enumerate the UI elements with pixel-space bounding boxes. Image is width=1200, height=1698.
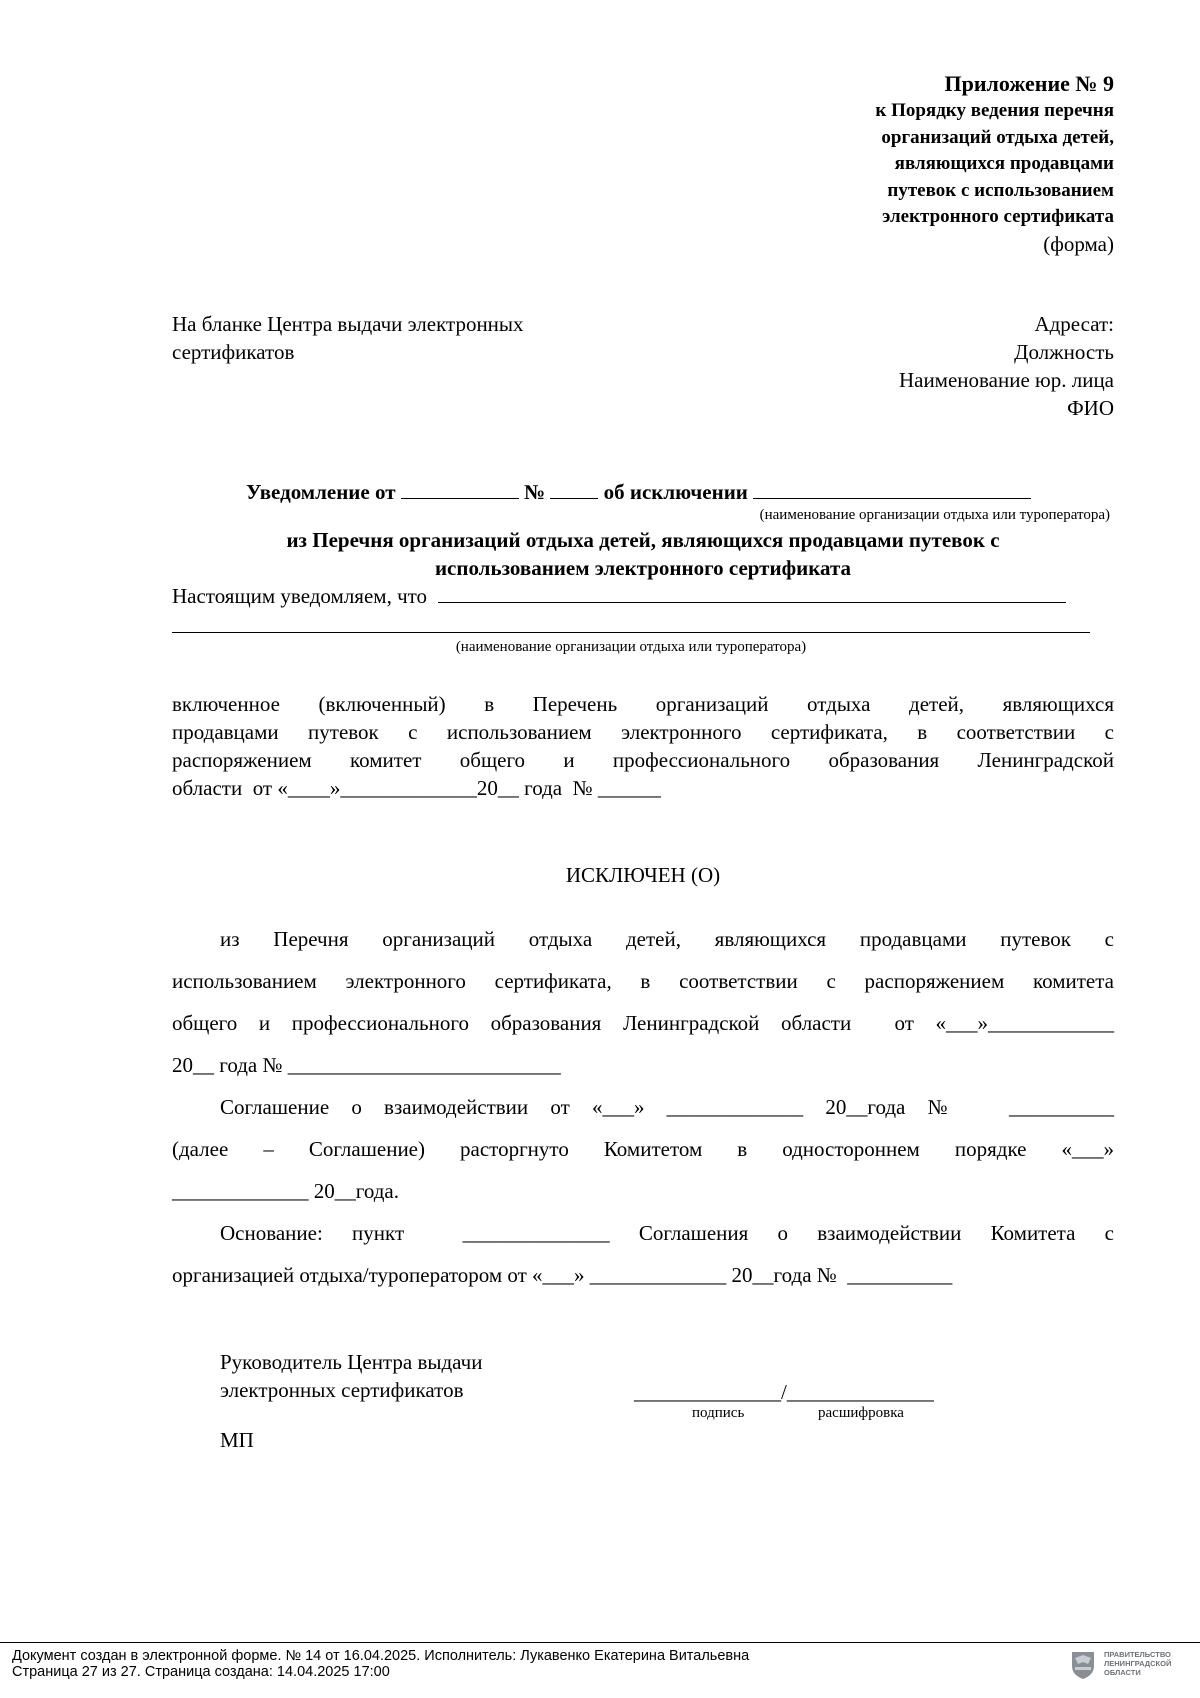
organization-name-blank-2 [172, 632, 1090, 633]
paragraph-line: из Перечня организаций отдыха детей, являющихся продавцами путевок с [220, 927, 1114, 951]
appendix-line: путевок с использованием [887, 179, 1114, 201]
government-logo [1070, 1650, 1190, 1684]
signatory-role-line: Руководитель Центра выдачи [220, 1350, 483, 1374]
logo-text-line: ОБЛАСТИ [1104, 1668, 1141, 1677]
notice-caption: (наименование организации отдыха или туроператора) [759, 507, 1110, 523]
appendix-title: Приложение № 9 [944, 71, 1114, 96]
excluded-heading: ИСКЛЮЧЕН (О) [565, 863, 721, 887]
addressee-organization: Наименование юр. лица [898, 368, 1114, 392]
paragraph-line: области от «____»_____________20__ года № ______ [172, 776, 661, 800]
addressee-position: Должность [1014, 340, 1114, 364]
intro-caption: (наименование организации отдыха или туроператора) [455, 639, 807, 655]
appendix-block [754, 70, 1114, 257]
organization-name-blank [438, 582, 1066, 603]
paragraph-line: 20__ года № __________________________ [172, 1053, 561, 1077]
footer-divider [0, 1642, 1200, 1643]
agreement-paragraph [172, 1086, 1114, 1212]
paragraph-line: включенное (включенный) в Перечень организаций отдыха детей, являющихся [172, 692, 1114, 716]
notice-subtitle-line: из Перечня организаций отдыха детей, являющихся продавцами путевок с [286, 528, 1000, 552]
stamp-place: МП [220, 1428, 254, 1452]
paragraph-line: использованием электронного сертификата, в соответствии с распоряжением комитета [172, 969, 1114, 993]
letterhead-line: На бланке Центра выдачи электронных [172, 312, 524, 336]
paragraph-line: Соглашение о взаимодействии от «___» _____________ 20__года № __________ [220, 1095, 1114, 1119]
notice-subtitle-line: использованием электронного сертификата [434, 556, 852, 580]
signature-label: подпись [692, 1405, 745, 1421]
signatory-role-line: электронных сертификатов [220, 1378, 464, 1402]
included-paragraph [172, 690, 1114, 802]
basis-paragraph [172, 1212, 1114, 1296]
form-note: (форма) [1043, 231, 1114, 256]
footer-info [12, 1648, 749, 1680]
notice-subtitle [172, 526, 1114, 582]
footer-line: Страница 27 из 27. Страница создана: 14.04.2025 17:00 [12, 1664, 390, 1680]
paragraph-line: общего и профессионального образования Ленинградской области от «___»____________ [172, 1011, 1114, 1035]
notice-title [246, 478, 1106, 506]
paragraph-line: организацией отдыха/туроператором от «___» _____________ 20__года № __________ [172, 1263, 953, 1287]
appendix-line: организаций отдыха детей, [881, 126, 1114, 148]
excluded-paragraph [172, 918, 1114, 1086]
appendix-line: электронного сертификата [882, 206, 1114, 227]
logo-text-line: ПРАВИТЕЛЬСТВО [1104, 1650, 1171, 1659]
addressee-name: ФИО [1067, 396, 1114, 420]
paragraph-line: _____________ 20__года. [172, 1179, 399, 1203]
decode-label: расшифровка [818, 1405, 904, 1421]
letterhead-line: сертификатов [172, 340, 295, 364]
signature-lines: ______________/______________ [634, 1380, 934, 1404]
date-blank [401, 478, 519, 499]
notice-title-part: об исключении [603, 480, 748, 504]
organization-blank [753, 478, 1031, 499]
addressee-label: Адресат: [1034, 312, 1114, 336]
appendix-line: являющихся продавцами [894, 153, 1114, 174]
footer-line: Документ создан в электронной форме. № 14 от 16.04.2025. Исполнитель: Лукавенко Екатерина Витальевна [12, 1648, 750, 1664]
intro-line [172, 582, 1066, 610]
paragraph-line: продавцами путевок с использованием электронного сертификата, в соответствии с [172, 720, 1114, 744]
addressee-block [714, 310, 1114, 422]
notice-number-sign: № [524, 480, 546, 504]
appendix-line: к Порядку ведения перечня [875, 100, 1114, 121]
letterhead-note [172, 310, 632, 366]
logo-text [1104, 1650, 1171, 1677]
notice-title-part: Уведомление от [246, 480, 396, 504]
paragraph-line: Основание: пункт ______________ Соглашения о взаимодействии Комитета с [220, 1221, 1114, 1245]
number-blank [550, 478, 598, 499]
paragraph-line: распоряжением комитет общего и профессионального образования Ленинградской [172, 748, 1114, 772]
signatory-role [220, 1348, 482, 1404]
logo-text-line: ЛЕНИНГРАДСКОЙ [1104, 1659, 1172, 1668]
paragraph-line: (далее – Соглашение) расторгнуто Комитетом в одностороннем порядке «___» [172, 1137, 1114, 1161]
intro-text: Настоящим уведомляем, что [172, 584, 428, 608]
coat-of-arms-icon [1070, 1650, 1096, 1680]
